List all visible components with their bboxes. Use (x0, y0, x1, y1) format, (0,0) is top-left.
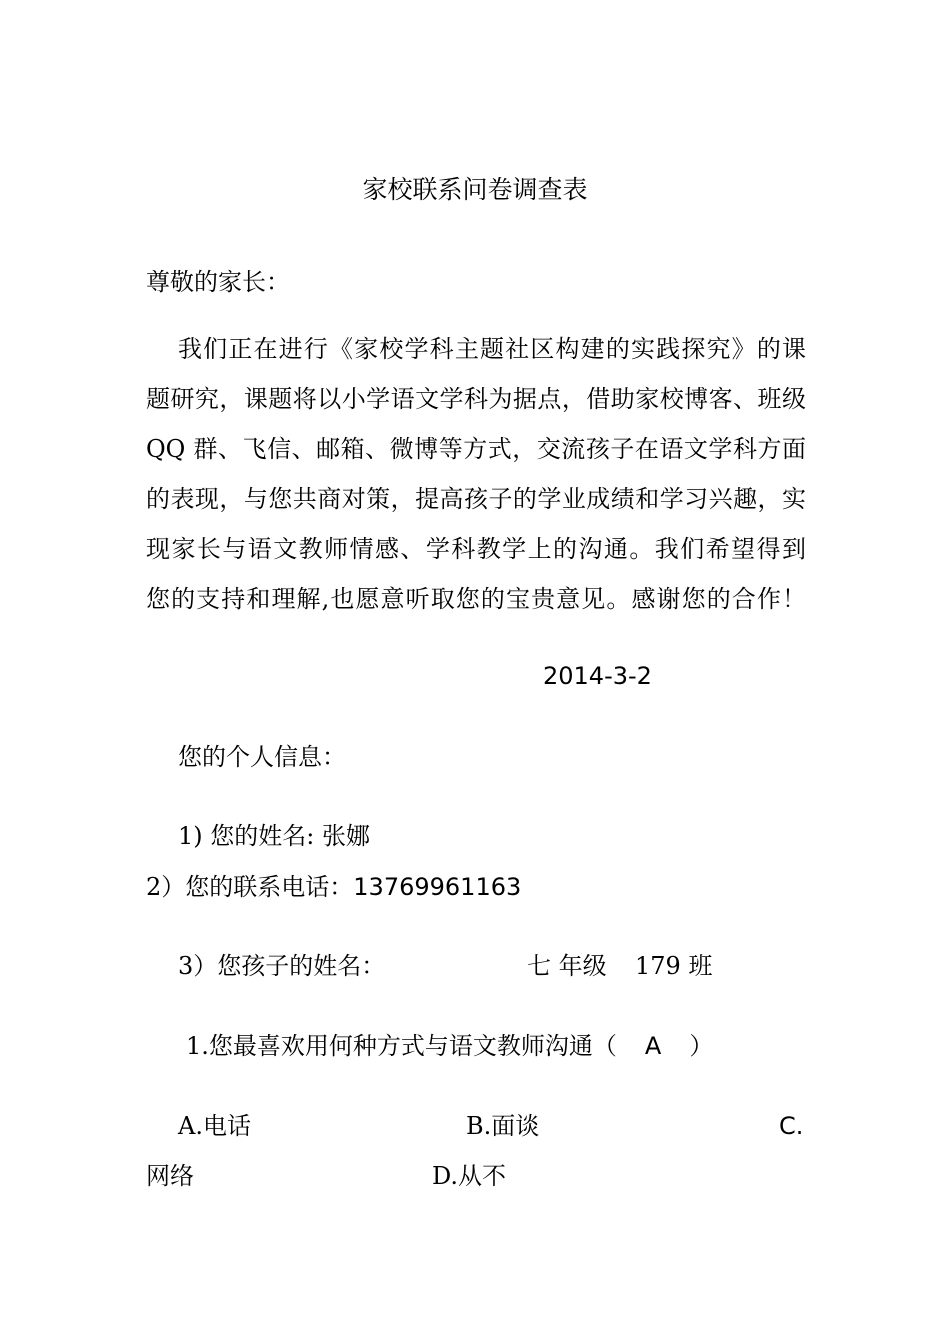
question-1-answer: A (644, 1032, 662, 1060)
phone-row (146, 871, 521, 903)
question-1-close: ） (689, 1032, 714, 1060)
intro-line-3: QQ 群、飞信、邮箱、微博等方式，交流孩子在语文学科方面 (146, 435, 806, 463)
personal-info-heading: 您的个人信息： (178, 743, 346, 771)
question-1-number: 1. (186, 1032, 209, 1060)
child-grade: 七 年级 (527, 952, 607, 980)
salutation: 尊敬的家长： (146, 268, 290, 296)
intro-line-5: 现家长与语文教师情感、学科教学上的沟通。我们希望得到 (146, 535, 806, 563)
option-d: D.从不 (432, 1162, 507, 1190)
option-c-label: 网络 (146, 1162, 194, 1190)
intro-line-6: 您的支持和理解,也愿意听取您的宝贵意见。感谢您的合作！ (146, 585, 806, 613)
phone-value: 13769961163 (353, 873, 522, 901)
survey-date: 2014-3-2 (543, 662, 652, 690)
child-class: 179 班 (635, 952, 713, 980)
intro-line-2: 题研究，课题将以小学语文学科为据点，借助家校博客、班级 (146, 385, 806, 413)
intro-line-1: 我们正在进行《家校学科主题社区构建的实践探究》的课 (178, 335, 806, 363)
document-title: 家校联系问卷调查表 (362, 175, 588, 204)
option-a: A.电话 (178, 1112, 251, 1140)
name-row (178, 820, 370, 852)
name-label: 1) 您的姓名: (178, 822, 315, 850)
child-name-label: 3）您孩子的姓名： (178, 952, 386, 980)
name-value: 张娜 (322, 822, 370, 850)
phone-label: 2）您的联系电话： (146, 873, 354, 901)
question-1 (186, 1030, 713, 1062)
option-b: B.面谈 (466, 1112, 540, 1140)
option-c-prefix: C. (779, 1112, 804, 1140)
intro-line-4: 的表现，与您共商对策，提高孩子的学业成绩和学习兴趣，实 (146, 485, 806, 513)
question-1-text: 您最喜欢用何种方式与语文教师沟通（ (208, 1032, 617, 1060)
